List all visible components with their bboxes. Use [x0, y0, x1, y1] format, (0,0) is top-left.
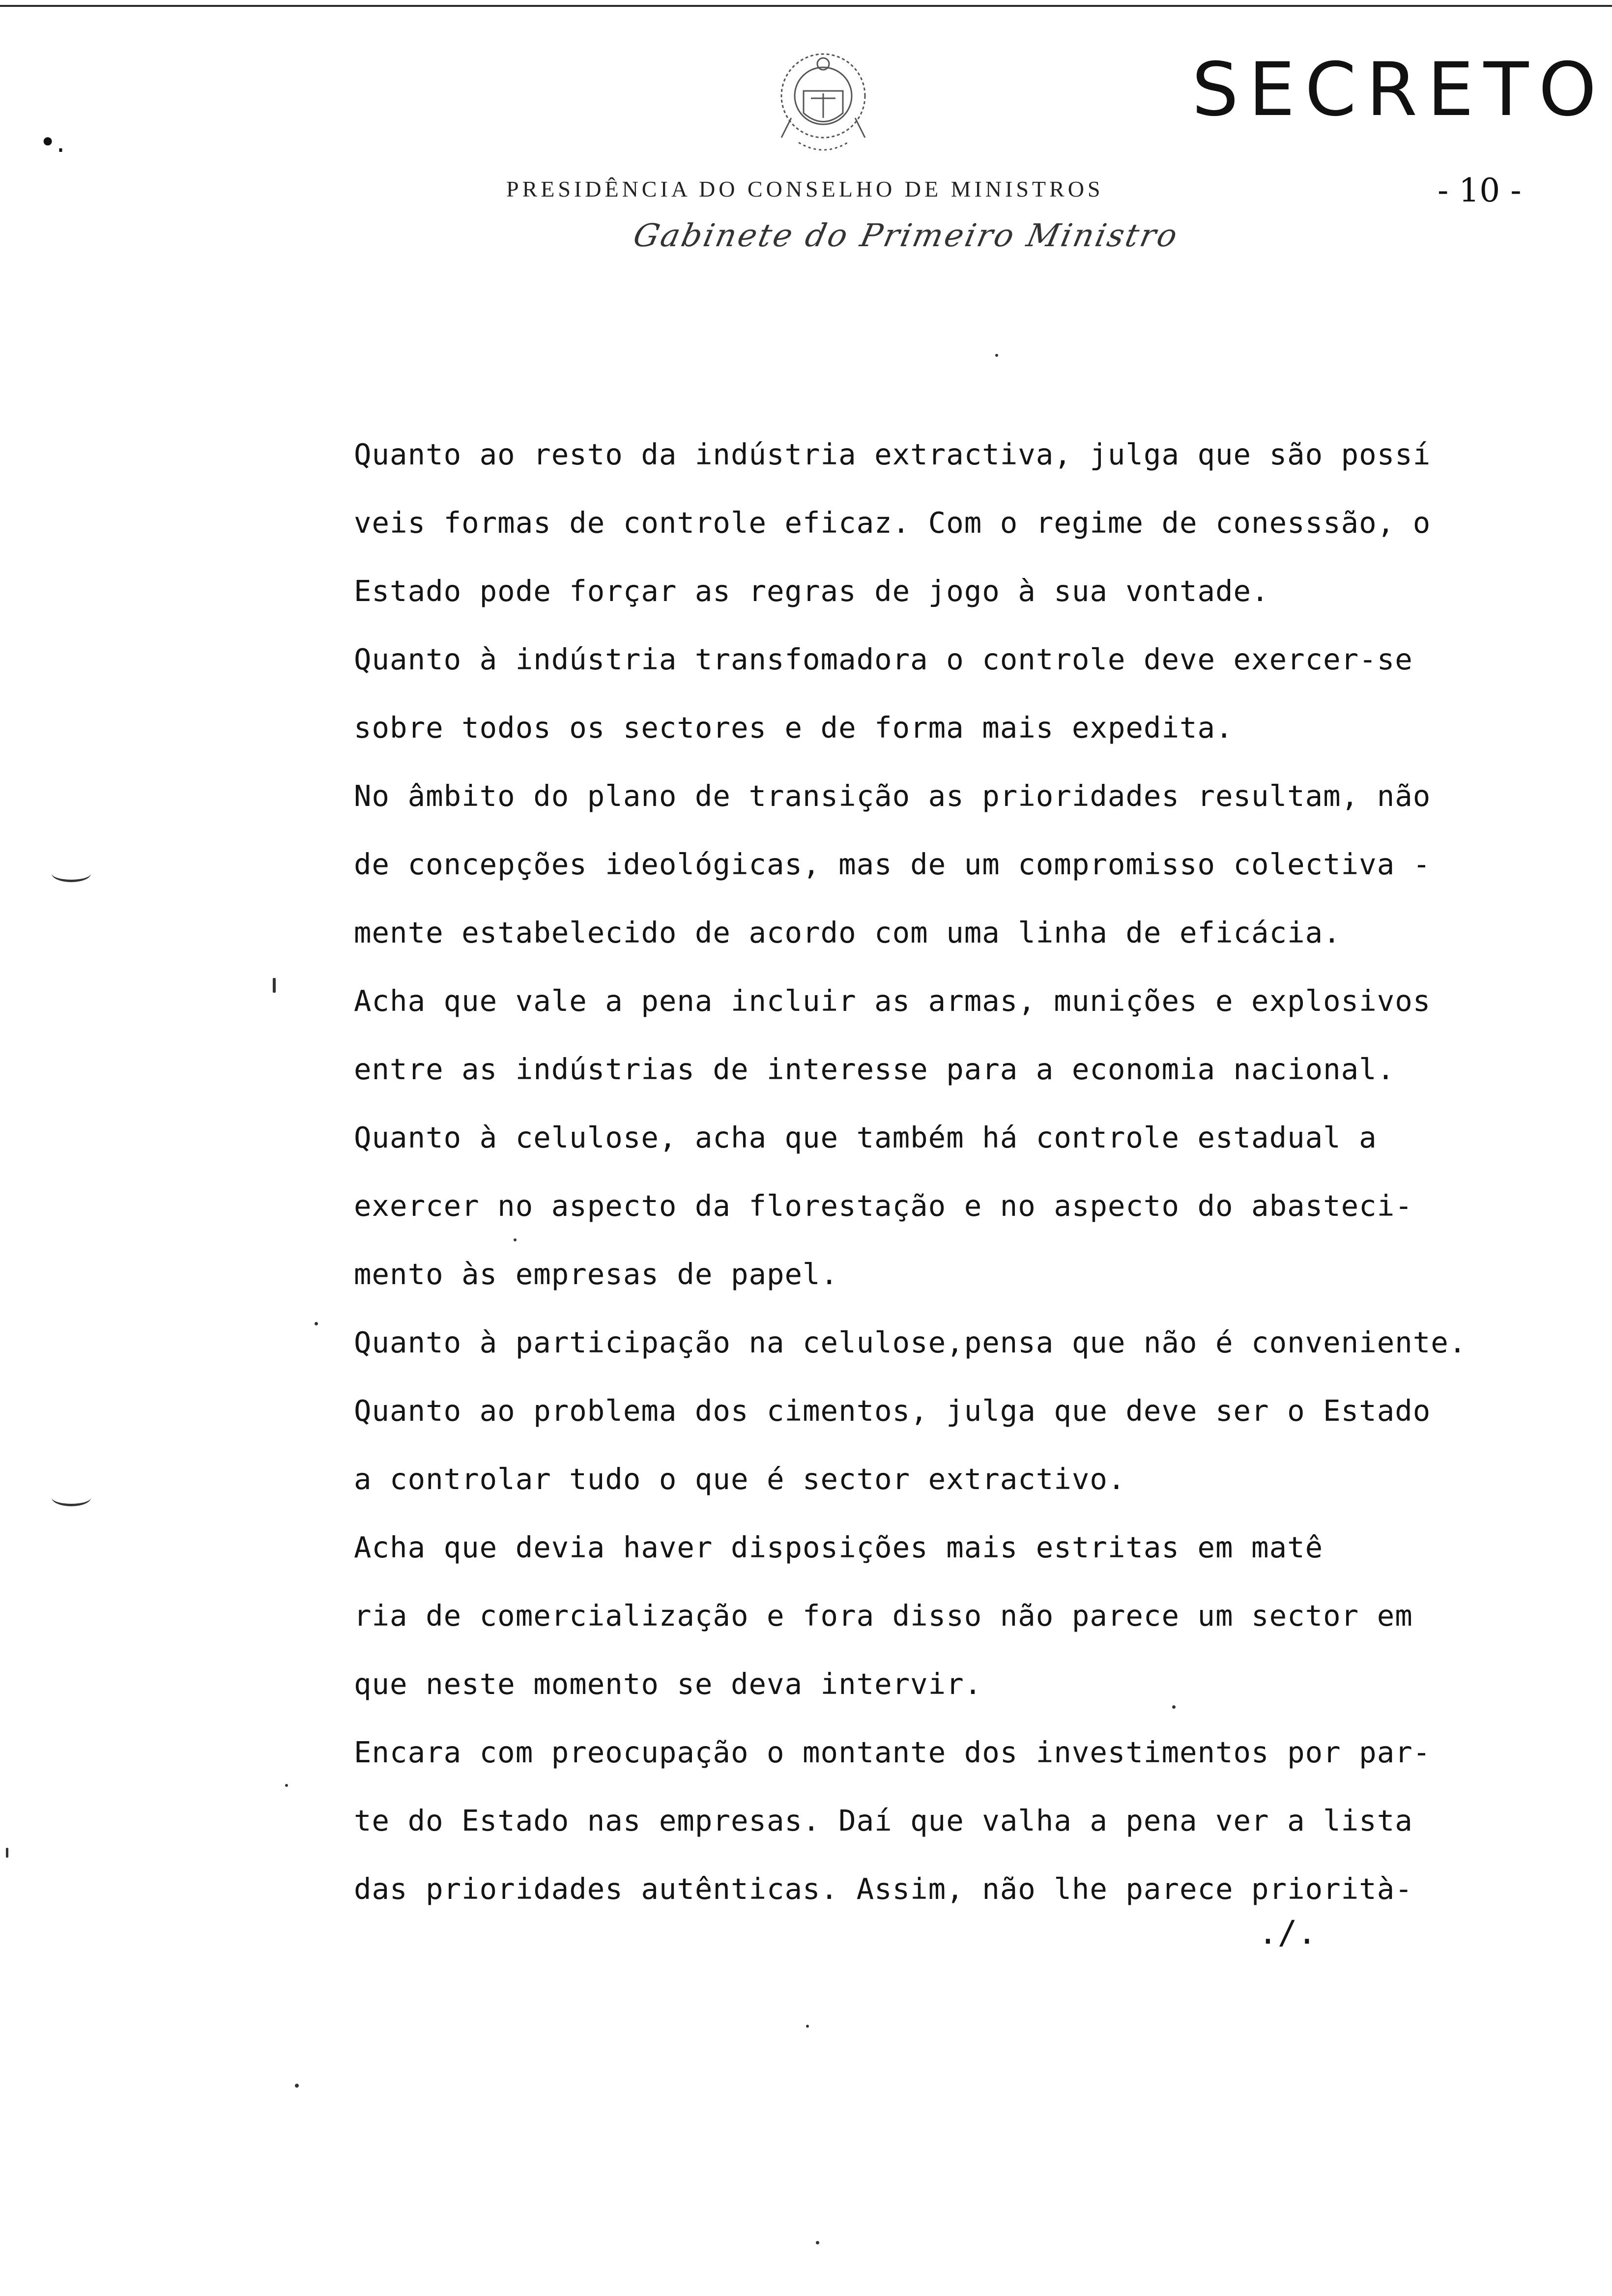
text-line: Acha que vale a pena incluir as armas, munições e explosivos — [354, 984, 1431, 1018]
text-line: mente estabelecido de acordo com uma linha de eficácia. — [354, 916, 1341, 949]
text-line: Quanto à celulose, acha que também há controle estadual a — [354, 1120, 1377, 1154]
text-line: entre as indústrias de interesse para a economia nacional. — [354, 1052, 1395, 1086]
text-line: te do Estado nas empresas. Daí que valha a pena ver a lista — [354, 1804, 1413, 1837]
paper-speck — [285, 1784, 288, 1787]
corner-ink-mark: •. — [39, 125, 65, 159]
text-line: No âmbito do plano de transição as prioridades resultam, não — [354, 779, 1431, 813]
paper-speck — [315, 1322, 318, 1325]
text-line: de concepções ideológicas, mas de um compromisso colectiva - — [354, 847, 1431, 881]
text-line: exercer no aspecto da florestação e no aspecto do abasteci- — [354, 1189, 1413, 1223]
paper-speck — [995, 354, 998, 357]
continuation-mark: ./. — [1258, 1914, 1317, 1952]
text-line: a controlar tudo o que é sector extractivo. — [354, 1462, 1126, 1496]
text-line: Acha que devia haver disposições mais estritas em matê — [354, 1530, 1324, 1564]
paper-speck — [6, 1848, 8, 1858]
text-line: Quanto ao problema dos cimentos, julga que deve ser o Estado — [354, 1394, 1431, 1428]
paper-speck — [295, 2084, 299, 2088]
text-line: que neste momento se deva intervir. — [354, 1667, 982, 1701]
hole-punch-mark — [52, 1489, 91, 1506]
top-rule — [0, 5, 1612, 7]
text-line: mento às empresas de papel. — [354, 1257, 839, 1291]
text-line: Quanto ao resto da indústria extractiva, julga que são possí — [354, 437, 1431, 471]
text-line: das prioridades autênticas. Assim, não lhe parece priorità- — [354, 1872, 1413, 1906]
text-line: Estado pode forçar as regras de jogo à sua vontade. — [354, 574, 1269, 608]
classification-stamp: SECRETO — [1192, 47, 1607, 133]
letterhead-cabinet: Gabinete do Primeiro Ministro — [630, 218, 1182, 254]
coat-of-arms-seal — [769, 44, 877, 162]
text-line: veis formas de controle eficaz. Com o regime de conesssão, o — [354, 506, 1431, 540]
letterhead-institution: PRESIDÊNCIA DO CONSELHO DE MINISTROS — [506, 176, 1104, 201]
paper-speck — [514, 1238, 517, 1241]
text-line: ria de comercialização e fora disso não parece um sector em — [354, 1599, 1413, 1633]
typed-body — [354, 432, 1474, 1935]
text-line: sobre todos os sectores e de forma mais expedita. — [354, 711, 1234, 745]
hole-punch-mark — [52, 865, 91, 882]
text-line: Encara com preocupação o montante dos investimentos por par- — [354, 1735, 1431, 1769]
paper-speck — [806, 2025, 809, 2028]
paper-speck — [816, 2241, 819, 2244]
paper-speck — [273, 978, 276, 993]
page-number: - 10 - — [1438, 172, 1522, 209]
text-line: Quanto à indústria transfomadora o controle deve exercer-se — [354, 642, 1413, 676]
text-line: Quanto à participação na celulose,pensa que não é conveniente. — [354, 1325, 1467, 1359]
paper-speck — [1172, 1705, 1176, 1709]
